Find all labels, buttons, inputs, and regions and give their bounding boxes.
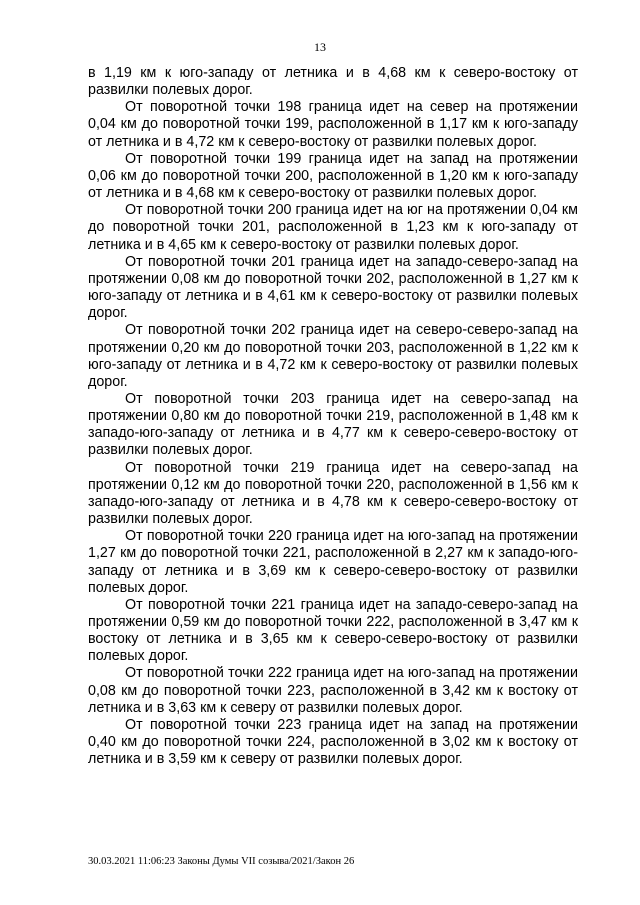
paragraph-point-223: От поворотной точки 223 граница идет на запад на протяжении 0,40 км до поворотной точки 224, расположенной в 3,02 км к востоку от летника и в 3,59 км к северу от развилки полевых дорог. [88,716,578,768]
paragraph-point-201: От поворотной точки 201 граница идет на западо-северо-запад на протяжении 0,08 км до поворотной точки 202, расположенной в 1,27 км к юго-западу от летника и в 4,61 км к северо-востоку от развилки полевых дорог. [88,253,578,322]
page-number: 13 [314,40,326,54]
paragraph-point-220: От поворотной точки 220 граница идет на юго-запад на протяжении 1,27 км до поворотной точки 221, расположенной в 2,27 км к западо-юго-западу от летника и в 3,69 км к северо-северо-востоку от развилки полевых дорог. [88,528,578,596]
paragraph-continuation: в 1,19 км к юго-западу от летника и в 4,68 км к северо-востоку от развилки полевых дорог. [88,65,578,99]
paragraph-point-199: От поворотной точки 199 граница идет на запад на протяжении 0,06 км до поворотной точки 200, расположенной в 1,20 км к юго-западу от летника и в 4,68 км к северо-востоку от развилки полевых дорог. [88,150,578,202]
paragraph-point-200: От поворотной точки 200 граница идет на юг на протяжении 0,04 км до поворотной точки 201, расположенной в 1,23 км к юго-западу от летника и в 4,65 км к северо-востоку от развилки полевых дорог. [88,202,578,253]
paragraph-point-222: От поворотной точки 222 граница идет на юго-запад на протяжении 0,08 км до поворотной точки 223, расположенной в 3,42 км к востоку от летника и в 3,63 км к северу от развилки полевых дорог. [88,665,578,716]
document-body [88,65,578,768]
paragraph-point-198: От поворотной точки 198 граница идет на север на протяжении 0,04 км до поворотной точки 199, расположенной в 1,17 км к юго-западу от летника и в 4,72 км к северо-востоку от развилки полевых дорог. [88,99,578,150]
paragraph-point-221: От поворотной точки 221 граница идет на западо-северо-запад на протяжении 0,59 км до поворотной точки 222, расположенной в 3,47 км к востоку от летника и в 3,65 км к северо-северо-востоку от развилки полевых дорог. [88,596,578,665]
paragraph-point-202: От поворотной точки 202 граница идет на северо-северо-запад на протяжении 0,20 км до поворотной точки 203, расположенной в 1,22 км к юго-западу от летника и в 4,72 км к северо-востоку от развилки полевых дорог. [88,322,578,390]
footer-document-stamp: 30.03.2021 11:06:23 Законы Думы VII созыва/2021/Закон 26 [88,856,355,867]
paragraph-point-203: От поворотной точки 203 граница идет на северо-запад на протяжении 0,80 км до поворотной точки 219, расположенной в 1,48 км к западо-юго-западу от летника и в 4,77 км к северо-северо-востоку от развилки полевых дорог. [88,390,578,459]
paragraph-point-219: От поворотной точки 219 граница идет на северо-запад на протяжении 0,12 км до поворотной точки 220, расположенной в 1,56 км к западо-юго-западу от летника и в 4,78 км к северо-северо-востоку от развилки полевых дорог. [88,459,578,528]
